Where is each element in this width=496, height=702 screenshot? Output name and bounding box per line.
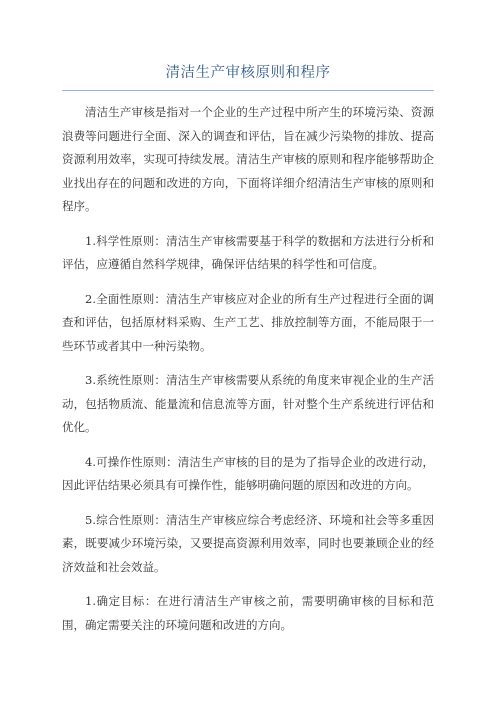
principle-operability-paragraph: 4.可操作性原则：清洁生产审核的目的是为了指导企业的改进行动，因此评估结果必须具有可操作性，能够明确问题的原因和改进的方向。 — [62, 454, 434, 492]
principle-scientific-paragraph: 1.科学性原则：清洁生产审核需要基于科学的数据和方法进行分析和评估，应遵循自然科学规律，确保评估结果的科学性和可信度。 — [62, 233, 434, 271]
procedure-step-1-paragraph: 1.确定目标：在进行清洁生产审核之前，需要明确审核的目标和范围，确定需要关注的环境问题和改进的方向。 — [62, 594, 434, 632]
principle-integrative-paragraph: 5.综合性原则：清洁生产审核应综合考虑经济、环境和社会等多重因素，既要减少环境污染，又要提高资源利用效率，同时也要兼顾企业的经济效益和社会效益。 — [62, 512, 434, 574]
intro-paragraph: 清洁生产审核是指对一个企业的生产过程中所产生的环境污染、资源浪费等问题进行全面、深入的调查和评估，旨在减少污染物的排放、提高资源利用效率，实现可持续发展。清洁生产审核的原则和程序能够帮助企业找出存在的问题和改进的方向，下面将详细介绍清洁生产审核的原则和程序。 — [62, 105, 434, 213]
title-divider — [62, 90, 434, 91]
principle-comprehensive-paragraph: 2.全面性原则：清洁生产审核应对企业的所有生产过程进行全面的调查和评估，包括原材料采购、生产工艺、排放控制等方面，不能局限于一些环节或者其中一种污染物。 — [62, 291, 434, 353]
document-title: 清洁生产审核原则和程序 — [165, 65, 331, 81]
principle-systematic-paragraph: 3.系统性原则：清洁生产审核需要从系统的角度来审视企业的生产活动，包括物质流、能量流和信息流等方面，针对整个生产系统进行评估和优化。 — [62, 373, 434, 434]
